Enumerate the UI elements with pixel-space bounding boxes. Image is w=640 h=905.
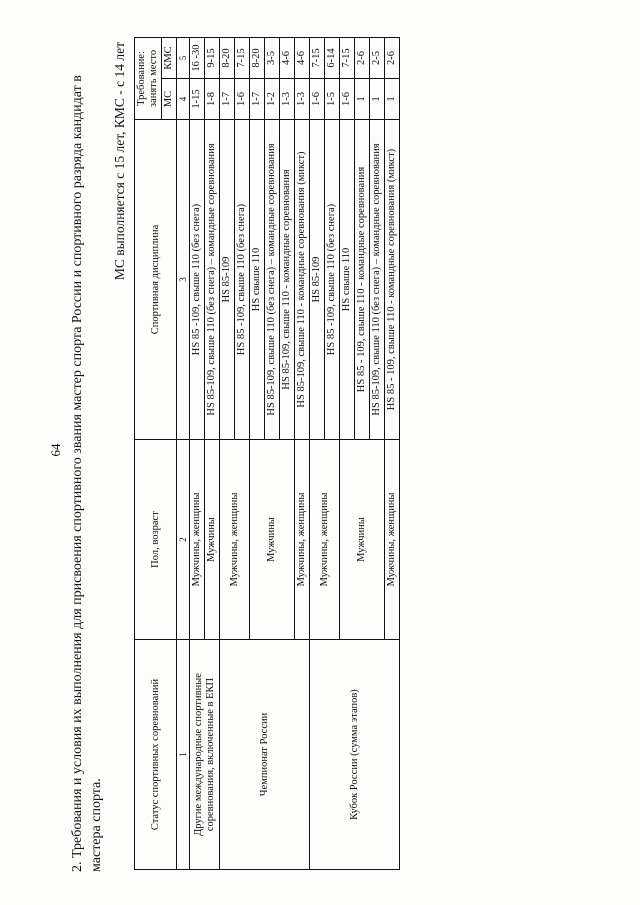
status-cell: Другие международные спортивные соревнования, включенные в ЕКП: [190, 640, 220, 870]
ms-cell: 1-7: [250, 79, 265, 120]
ms-cell: 1: [355, 79, 370, 120]
sex-cell: Мужчины: [340, 440, 385, 640]
table-row: [190, 38, 205, 870]
discipline-cell: HS 85-109, свыше 110 - командные соревнования: [280, 120, 295, 440]
ms-cell: 1-6: [310, 79, 325, 120]
ms-cell: 1-7: [220, 79, 235, 120]
kms-cell: 7-15: [340, 38, 355, 79]
kms-cell: 16 -30: [190, 38, 205, 79]
kms-cell: 4-6: [280, 38, 295, 79]
column-number: 1: [177, 640, 190, 870]
kms-cell: 2-6: [385, 38, 400, 79]
ms-cell: 1-15: [190, 79, 205, 120]
column-number-row: [177, 38, 190, 870]
ms-cell: 1: [385, 79, 400, 120]
section-heading: 2. Требования и условия их выполнения для присвоения спортивного звания мастер спорта России и спортивного разряда кандидат в мастера спорта.: [70, 75, 104, 872]
page-number: 64: [48, 443, 63, 457]
column-number: 4: [177, 79, 190, 120]
kms-cell: 7-15: [310, 38, 325, 79]
discipline-cell: HS 85-109, свыше 110 (без снега) – командные соревнования: [265, 120, 280, 440]
sex-cell: Мужчины, женщины: [385, 440, 400, 640]
ms-cell: 1-6: [340, 79, 355, 120]
kms-cell: 9-15: [205, 38, 220, 79]
discipline-cell: HS свыше 110: [250, 120, 265, 440]
discipline-cell: HS 85 - 109, свыше 110 - командные соревнования (микст): [385, 120, 400, 440]
discipline-cell: HS 85-109, свыше 110 - командные соревнования (микст): [295, 120, 310, 440]
sex-cell: Мужчины, женщины: [220, 440, 250, 640]
age-requirement-note: МС выполняется с 15 лет, КМС - с 14 лет: [112, 42, 127, 281]
table-row: [310, 38, 325, 870]
header-status: Статус спортивных соревнований: [135, 640, 177, 870]
discipline-cell: HS 85 -109, свыше 110 (без снега): [190, 120, 205, 440]
discipline-cell: HS 85 - 109, свыше 110 - командные соревнования: [355, 120, 370, 440]
ms-cell: 1-5: [325, 79, 340, 120]
discipline-cell: HS 85 -109, свыше 110 (без снега): [325, 120, 340, 440]
header-kms: КМС: [162, 38, 177, 79]
ms-cell: 1-8: [205, 79, 220, 120]
rotated-content: [48, 20, 640, 880]
discipline-cell: HS 85 -109, свыше 110 (без снега): [235, 120, 250, 440]
kms-cell: 3-5: [265, 38, 280, 79]
header-discipline: Спортивная дисциплина: [135, 120, 177, 440]
discipline-cell: HS свыше 110: [340, 120, 355, 440]
ms-cell: 1-3: [295, 79, 310, 120]
sex-cell: Мужчины, женщины: [190, 440, 205, 640]
ms-cell: 1-2: [265, 79, 280, 120]
kms-cell: 7-15: [235, 38, 250, 79]
header-sex-age: Пол, возраст: [135, 440, 177, 640]
sex-cell: Мужчины: [250, 440, 295, 640]
kms-cell: 2-5: [370, 38, 385, 79]
discipline-cell: HS 85-109, свыше 110 (без снега) – командные соревнования: [370, 120, 385, 440]
kms-cell: 6-14: [325, 38, 340, 79]
header-requirement: Требование: занять место: [135, 38, 162, 120]
kms-cell: 8-20: [220, 38, 235, 79]
column-number: 3: [177, 120, 190, 440]
kms-cell: 8-20: [250, 38, 265, 79]
discipline-cell: HS 85-109: [310, 120, 325, 440]
ms-cell: 1-3: [280, 79, 295, 120]
discipline-cell: HS 85-109: [220, 120, 235, 440]
ms-cell: 1-6: [235, 79, 250, 120]
requirements-table: [134, 37, 400, 870]
discipline-cell: HS 85-109, свыше 110 (без снега) – командные соревнования: [205, 120, 220, 440]
kms-cell: 4-6: [295, 38, 310, 79]
column-number: 5: [177, 38, 190, 79]
kms-cell: 2-6: [355, 38, 370, 79]
sex-cell: Мужчины: [205, 440, 220, 640]
column-number: 2: [177, 440, 190, 640]
sex-cell: Мужчины, женщины: [310, 440, 340, 640]
status-cell: Кубок России (сумма этапов): [310, 640, 400, 870]
ms-cell: 1: [370, 79, 385, 120]
table-row: [220, 38, 235, 870]
header-ms: МС: [162, 79, 177, 120]
status-cell: Чемпионат России: [220, 640, 310, 870]
sex-cell: Мужчины, женщины: [295, 440, 310, 640]
